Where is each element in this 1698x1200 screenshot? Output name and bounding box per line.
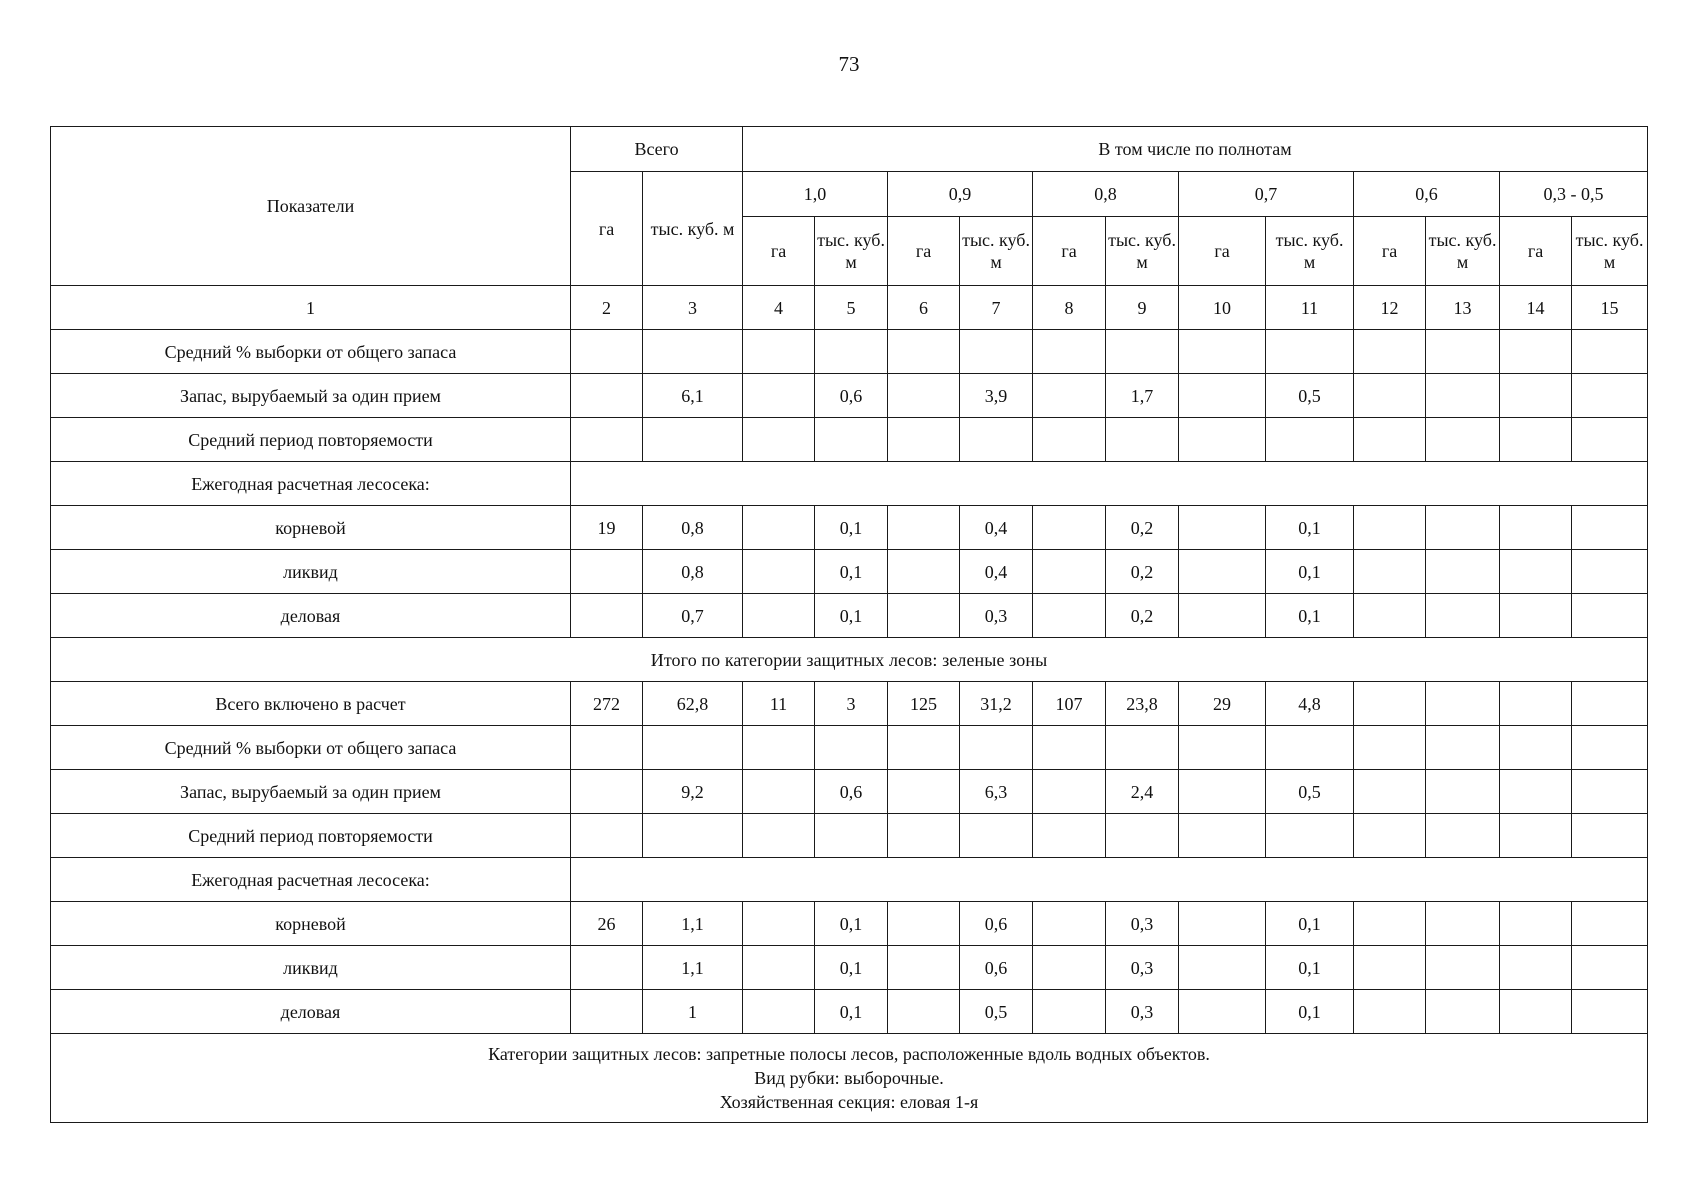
row-cell bbox=[1572, 374, 1648, 418]
row-cell bbox=[888, 330, 960, 374]
subheading-label: Ежегодная расчетная лесосека: bbox=[51, 462, 571, 506]
header-total-ha: га bbox=[571, 172, 643, 286]
column-number: 8 bbox=[1033, 286, 1106, 330]
row-cell: 0,6 bbox=[815, 374, 888, 418]
row-cell bbox=[815, 726, 888, 770]
row-cell: 0,1 bbox=[1266, 550, 1354, 594]
table-row bbox=[51, 594, 1648, 638]
row-cell: 0,1 bbox=[815, 902, 888, 946]
row-cell bbox=[888, 770, 960, 814]
row-cell: 107 bbox=[1033, 682, 1106, 726]
table-row bbox=[51, 990, 1648, 1034]
row-cell bbox=[1106, 330, 1179, 374]
row-cell: 62,8 bbox=[643, 682, 743, 726]
subheading-row bbox=[51, 462, 1648, 506]
row-cell bbox=[571, 330, 643, 374]
row-cell bbox=[815, 814, 888, 858]
table-row bbox=[51, 330, 1648, 374]
row-cell bbox=[1266, 726, 1354, 770]
row-cell bbox=[571, 726, 643, 770]
footer-notes bbox=[51, 1034, 1648, 1123]
row-label: Средний % выборки от общего запаса bbox=[51, 726, 571, 770]
header-density: 1,0 bbox=[743, 172, 888, 217]
row-cell bbox=[1033, 990, 1106, 1034]
row-cell bbox=[1033, 946, 1106, 990]
header-unit-volume: тыс. куб. м bbox=[960, 217, 1033, 286]
row-cell: 1 bbox=[643, 990, 743, 1034]
row-cell: 0,8 bbox=[643, 506, 743, 550]
row-cell bbox=[888, 506, 960, 550]
row-cell bbox=[960, 726, 1033, 770]
row-cell: 31,2 bbox=[960, 682, 1033, 726]
header-density: 0,9 bbox=[888, 172, 1033, 217]
row-cell bbox=[1572, 990, 1648, 1034]
header-density: 0,6 bbox=[1354, 172, 1500, 217]
header-total: Всего bbox=[571, 127, 743, 172]
row-cell: 0,6 bbox=[815, 770, 888, 814]
header-unit-ha: га bbox=[743, 217, 815, 286]
row-cell bbox=[643, 418, 743, 462]
row-cell bbox=[1426, 770, 1500, 814]
row-cell bbox=[1266, 418, 1354, 462]
column-number: 10 bbox=[1179, 286, 1266, 330]
row-cell bbox=[1572, 506, 1648, 550]
row-cell bbox=[1179, 902, 1266, 946]
row-cell: 0,3 bbox=[960, 594, 1033, 638]
row-cell bbox=[1354, 418, 1426, 462]
row-cell bbox=[888, 594, 960, 638]
row-cell bbox=[1179, 550, 1266, 594]
table-row bbox=[51, 946, 1648, 990]
row-cell bbox=[815, 330, 888, 374]
row-cell bbox=[888, 814, 960, 858]
row-cell bbox=[1426, 330, 1500, 374]
table-row bbox=[51, 418, 1648, 462]
row-cell: 19 bbox=[571, 506, 643, 550]
row-cell bbox=[1033, 506, 1106, 550]
row-cell bbox=[1033, 550, 1106, 594]
row-cell: 0,1 bbox=[1266, 594, 1354, 638]
row-cell bbox=[1179, 770, 1266, 814]
row-cell bbox=[888, 374, 960, 418]
row-cell bbox=[1572, 682, 1648, 726]
row-cell bbox=[815, 418, 888, 462]
row-cell: 0,3 bbox=[1106, 902, 1179, 946]
row-cell bbox=[960, 330, 1033, 374]
row-label: корневой bbox=[51, 506, 571, 550]
row-cell bbox=[571, 946, 643, 990]
header-unit-volume: тыс. куб. м bbox=[1266, 217, 1354, 286]
row-cell bbox=[1500, 374, 1572, 418]
row-cell bbox=[1572, 814, 1648, 858]
row-cell bbox=[1354, 506, 1426, 550]
header-unit-volume: тыс. куб. м bbox=[1426, 217, 1500, 286]
row-cell bbox=[888, 902, 960, 946]
row-cell: 11 bbox=[743, 682, 815, 726]
row-cell bbox=[1266, 814, 1354, 858]
table-row bbox=[51, 814, 1648, 858]
row-label: ликвид bbox=[51, 550, 571, 594]
row-cell bbox=[643, 814, 743, 858]
row-cell: 26 bbox=[571, 902, 643, 946]
row-cell bbox=[571, 594, 643, 638]
row-cell bbox=[1426, 902, 1500, 946]
row-cell bbox=[1033, 814, 1106, 858]
row-cell: 0,5 bbox=[1266, 770, 1354, 814]
footer-line: Хозяйственная секция: еловая 1-я bbox=[719, 1092, 979, 1112]
row-cell bbox=[1500, 902, 1572, 946]
row-cell: 0,1 bbox=[815, 550, 888, 594]
column-number: 12 bbox=[1354, 286, 1426, 330]
table-row bbox=[51, 550, 1648, 594]
row-cell bbox=[743, 814, 815, 858]
table-row bbox=[51, 374, 1648, 418]
row-cell bbox=[743, 330, 815, 374]
row-cell bbox=[743, 770, 815, 814]
row-cell bbox=[1500, 770, 1572, 814]
header-unit-ha: га bbox=[1179, 217, 1266, 286]
row-cell bbox=[1354, 990, 1426, 1034]
column-number: 3 bbox=[643, 286, 743, 330]
row-cell bbox=[1426, 418, 1500, 462]
row-cell: 0,6 bbox=[960, 902, 1033, 946]
footer-line: Категории защитных лесов: запретные полосы лесов, расположенные вдоль водных объектов. bbox=[488, 1044, 1210, 1064]
row-cell bbox=[1572, 594, 1648, 638]
row-cell: 1,1 bbox=[643, 902, 743, 946]
row-cell bbox=[1500, 594, 1572, 638]
section-title: Итого по категории защитных лесов: зеленые зоны bbox=[51, 638, 1648, 682]
row-cell bbox=[643, 330, 743, 374]
row-cell bbox=[1500, 726, 1572, 770]
footer-row bbox=[51, 1034, 1648, 1123]
page-number: 73 bbox=[838, 52, 860, 76]
row-cell bbox=[743, 418, 815, 462]
row-cell: 0,1 bbox=[815, 506, 888, 550]
row-cell bbox=[1179, 814, 1266, 858]
column-number: 14 bbox=[1500, 286, 1572, 330]
row-label: Запас, вырубаемый за один прием bbox=[51, 374, 571, 418]
row-cell: 23,8 bbox=[1106, 682, 1179, 726]
row-cell bbox=[1033, 770, 1106, 814]
header-unit-volume: тыс. куб. м bbox=[1572, 217, 1648, 286]
row-cell bbox=[1033, 902, 1106, 946]
row-cell: 0,1 bbox=[1266, 990, 1354, 1034]
row-cell bbox=[1179, 330, 1266, 374]
row-cell bbox=[1426, 374, 1500, 418]
row-label: корневой bbox=[51, 902, 571, 946]
row-cell bbox=[1426, 946, 1500, 990]
row-cell bbox=[1179, 594, 1266, 638]
row-cell bbox=[1266, 330, 1354, 374]
column-number: 1 bbox=[51, 286, 571, 330]
row-cell: 9,2 bbox=[643, 770, 743, 814]
row-cell bbox=[1572, 550, 1648, 594]
header-density: 0,7 bbox=[1179, 172, 1354, 217]
row-cell bbox=[743, 902, 815, 946]
row-cell bbox=[1354, 682, 1426, 726]
row-cell bbox=[1572, 902, 1648, 946]
row-cell bbox=[1354, 946, 1426, 990]
header-unit-volume: тыс. куб. м bbox=[815, 217, 888, 286]
row-cell bbox=[571, 550, 643, 594]
row-cell bbox=[1033, 726, 1106, 770]
header-unit-volume: тыс. куб. м bbox=[1106, 217, 1179, 286]
row-cell: 6,1 bbox=[643, 374, 743, 418]
column-number: 4 bbox=[743, 286, 815, 330]
row-cell bbox=[888, 726, 960, 770]
row-cell bbox=[1426, 990, 1500, 1034]
row-cell: 0,1 bbox=[1266, 946, 1354, 990]
row-cell: 0,4 bbox=[960, 506, 1033, 550]
row-cell bbox=[1106, 814, 1179, 858]
row-cell bbox=[1179, 990, 1266, 1034]
row-cell bbox=[1354, 374, 1426, 418]
row-cell: 4,8 bbox=[1266, 682, 1354, 726]
row-cell bbox=[1033, 594, 1106, 638]
row-cell bbox=[1426, 814, 1500, 858]
subheading-blank bbox=[571, 462, 1648, 506]
row-label: деловая bbox=[51, 990, 571, 1034]
subheading-blank bbox=[571, 858, 1648, 902]
row-cell bbox=[1500, 990, 1572, 1034]
row-cell bbox=[1179, 418, 1266, 462]
row-label: Средний % выборки от общего запаса bbox=[51, 330, 571, 374]
subheading-row bbox=[51, 858, 1648, 902]
header-unit-ha: га bbox=[1500, 217, 1572, 286]
header-total-volume: тыс. куб. м bbox=[643, 172, 743, 286]
row-cell bbox=[1354, 594, 1426, 638]
row-cell bbox=[1426, 682, 1500, 726]
row-cell bbox=[1033, 418, 1106, 462]
table-row bbox=[51, 506, 1648, 550]
row-cell: 0,1 bbox=[815, 594, 888, 638]
row-cell: 0,3 bbox=[1106, 946, 1179, 990]
header-indicators: Показатели bbox=[51, 127, 571, 286]
row-cell: 0,3 bbox=[1106, 990, 1179, 1034]
row-cell bbox=[1572, 726, 1648, 770]
row-cell bbox=[1354, 902, 1426, 946]
row-cell bbox=[571, 814, 643, 858]
row-cell: 1,7 bbox=[1106, 374, 1179, 418]
row-cell: 0,1 bbox=[815, 946, 888, 990]
row-label: Всего включено в расчет bbox=[51, 682, 571, 726]
row-cell bbox=[1500, 682, 1572, 726]
row-cell bbox=[888, 418, 960, 462]
row-cell: 0,2 bbox=[1106, 506, 1179, 550]
row-cell: 0,6 bbox=[960, 946, 1033, 990]
section-title-row bbox=[51, 638, 1648, 682]
row-cell bbox=[1106, 726, 1179, 770]
row-cell bbox=[571, 770, 643, 814]
row-cell bbox=[1426, 594, 1500, 638]
row-cell bbox=[1500, 814, 1572, 858]
row-cell: 6,3 bbox=[960, 770, 1033, 814]
row-cell bbox=[743, 550, 815, 594]
row-cell bbox=[1426, 550, 1500, 594]
header-unit-ha: га bbox=[1033, 217, 1106, 286]
forest-cutting-table bbox=[50, 126, 1648, 1123]
row-cell: 0,1 bbox=[815, 990, 888, 1034]
row-cell bbox=[1354, 770, 1426, 814]
column-number: 15 bbox=[1572, 286, 1648, 330]
row-cell bbox=[1354, 726, 1426, 770]
row-cell bbox=[743, 990, 815, 1034]
header-by-density: В том числе по полнотам bbox=[743, 127, 1648, 172]
row-cell bbox=[1179, 506, 1266, 550]
row-cell bbox=[888, 990, 960, 1034]
header-row-groups bbox=[51, 127, 1648, 172]
row-cell bbox=[888, 946, 960, 990]
row-cell: 2,4 bbox=[1106, 770, 1179, 814]
row-label: деловая bbox=[51, 594, 571, 638]
footer-line: Вид рубки: выборочные. bbox=[754, 1068, 944, 1088]
row-cell bbox=[960, 418, 1033, 462]
header-unit-ha: га bbox=[1354, 217, 1426, 286]
row-cell bbox=[643, 726, 743, 770]
row-cell: 0,5 bbox=[960, 990, 1033, 1034]
row-cell bbox=[1179, 726, 1266, 770]
row-cell bbox=[1179, 946, 1266, 990]
row-cell: 125 bbox=[888, 682, 960, 726]
row-cell bbox=[743, 726, 815, 770]
header-density: 0,8 bbox=[1033, 172, 1179, 217]
row-cell: 0,1 bbox=[1266, 902, 1354, 946]
row-cell bbox=[1354, 330, 1426, 374]
column-number: 7 bbox=[960, 286, 1033, 330]
row-cell: 0,1 bbox=[1266, 506, 1354, 550]
row-cell bbox=[1179, 374, 1266, 418]
row-cell bbox=[743, 946, 815, 990]
row-cell: 0,2 bbox=[1106, 550, 1179, 594]
row-cell: 1,1 bbox=[643, 946, 743, 990]
row-label: Средний период повторяемости bbox=[51, 418, 571, 462]
row-cell: 0,5 bbox=[1266, 374, 1354, 418]
row-cell bbox=[1500, 506, 1572, 550]
row-cell bbox=[1426, 726, 1500, 770]
row-cell: 3 bbox=[815, 682, 888, 726]
row-cell: 0,4 bbox=[960, 550, 1033, 594]
row-cell bbox=[743, 374, 815, 418]
column-number-row bbox=[51, 286, 1648, 330]
row-cell bbox=[1572, 330, 1648, 374]
table-row bbox=[51, 682, 1648, 726]
row-cell bbox=[1354, 550, 1426, 594]
row-cell bbox=[571, 418, 643, 462]
row-label: Средний период повторяемости bbox=[51, 814, 571, 858]
row-cell: 29 bbox=[1179, 682, 1266, 726]
row-cell bbox=[743, 506, 815, 550]
row-cell: 272 bbox=[571, 682, 643, 726]
table-row bbox=[51, 726, 1648, 770]
row-label: Запас, вырубаемый за один прием bbox=[51, 770, 571, 814]
header-unit-ha: га bbox=[888, 217, 960, 286]
row-cell bbox=[1500, 418, 1572, 462]
row-cell bbox=[1572, 770, 1648, 814]
column-number: 9 bbox=[1106, 286, 1179, 330]
column-number: 13 bbox=[1426, 286, 1500, 330]
row-cell bbox=[743, 594, 815, 638]
row-cell: 0,7 bbox=[643, 594, 743, 638]
row-cell bbox=[1500, 946, 1572, 990]
column-number: 2 bbox=[571, 286, 643, 330]
row-cell bbox=[1572, 946, 1648, 990]
row-cell: 0,8 bbox=[643, 550, 743, 594]
row-cell bbox=[1033, 374, 1106, 418]
row-cell bbox=[1500, 330, 1572, 374]
row-label: ликвид bbox=[51, 946, 571, 990]
subheading-label: Ежегодная расчетная лесосека: bbox=[51, 858, 571, 902]
row-cell bbox=[960, 814, 1033, 858]
row-cell bbox=[1500, 550, 1572, 594]
row-cell bbox=[1106, 418, 1179, 462]
table-row bbox=[51, 770, 1648, 814]
row-cell: 0,2 bbox=[1106, 594, 1179, 638]
row-cell bbox=[1033, 330, 1106, 374]
row-cell: 3,9 bbox=[960, 374, 1033, 418]
table-row bbox=[51, 902, 1648, 946]
row-cell bbox=[1354, 814, 1426, 858]
column-number: 5 bbox=[815, 286, 888, 330]
row-cell bbox=[1426, 506, 1500, 550]
row-cell bbox=[888, 550, 960, 594]
column-number: 11 bbox=[1266, 286, 1354, 330]
header-density: 0,3 - 0,5 bbox=[1500, 172, 1648, 217]
row-cell bbox=[571, 374, 643, 418]
row-cell bbox=[1572, 418, 1648, 462]
column-number: 6 bbox=[888, 286, 960, 330]
row-cell bbox=[571, 990, 643, 1034]
